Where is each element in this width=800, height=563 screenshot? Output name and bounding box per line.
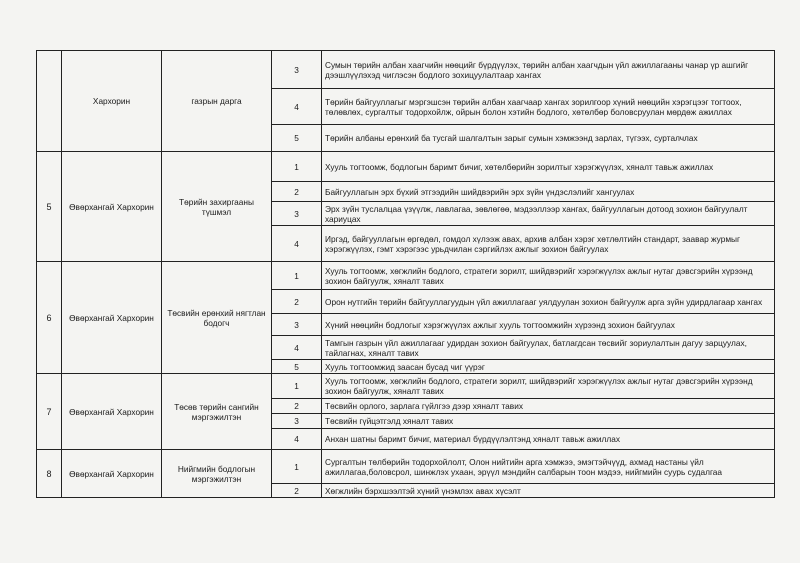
task-number: 5 xyxy=(272,360,322,374)
task-text: Төрийн албаны ерөнхий ба тусгай шалгалтын зарыг сумын хэмжээнд зарлах, түгээх, сурталчлах xyxy=(322,125,775,152)
task-number: 2 xyxy=(272,484,322,498)
duties-table xyxy=(36,50,775,498)
task-text: Иргэд, байгууллагын өргөдөл, гомдол хүлээж авах, архив албан хэрэг хөтлөлтийн стандарт, заавар журмыг хэрэгжүүлэх, гэмт хэрэгээс урьдчилан сэргийлэх ажлыг зохион байгуулах xyxy=(322,226,775,262)
task-text: Хууль тогтоомж, хөгжлийн бодлого, стратеги зорилт, шийдвэрийг хэрэгжүүлэх ажлыг нутаг дэвсгэрийн хүрээнд зохион байгуулж, хяналт тавих xyxy=(322,262,775,290)
position-cell: газрын дарга xyxy=(162,51,272,152)
task-text: Байгууллагын эрх бүхий этгээдийн шийдвэрийн эрх зүйн үндэслэлийг хангуулах xyxy=(322,182,775,202)
task-text: Эрх зүйн туслалцаа үзүүлж, лавлагаа, зөвлөгөө, мэдээллээр хангах, байгууллагын дотоод зохион байгуулалт хариуцах xyxy=(322,202,775,226)
task-text: Тамгын газрын үйл ажиллагааг удирдан зохион байгуулах, батлагдсан төсвийг зориулалтын дагуу зарцуулах, тайлагнах, хяналт тавих xyxy=(322,336,775,360)
task-text: Анхан шатны баримт бичиг, материал бүрдүүлэлтэнд хяналт тавьж ажиллах xyxy=(322,429,775,450)
task-number: 3 xyxy=(272,202,322,226)
task-number: 1 xyxy=(272,152,322,182)
task-text: Орон нутгийн төрийн байгууллагуудын үйл ажиллагааг уялдуулан зохион байгуулж арга зүйн удирдлагаар хангах xyxy=(322,290,775,314)
row-number: 7 xyxy=(37,374,62,450)
task-text: Төрийн байгууллагыг мэргэшсэн төрийн албан хаагчаар хангах зорилгоор хүний нөөцийн хэрэгцээг тогтоох, төлөвлөх, сургалтыг тодорхойлж, ойрын болон хэтийн бодлого, хөтөлбөр боловсруулан мөрдөж ажиллах xyxy=(322,89,775,125)
task-text: Хууль тогтоомж, бодлогын баримт бичиг, хөтөлбөрийн зорилтыг хэрэгжүүлэх, хяналт тавьж ажиллах xyxy=(322,152,775,182)
position-cell: Төсөв төрийн сангийн мэргэжилтэн xyxy=(162,374,272,450)
table-row xyxy=(37,262,775,290)
task-text: Хөгжлийн бэрхшээлтэй хүний үнэмлэх авах хүсэлт xyxy=(322,484,775,498)
row-number: 5 xyxy=(37,152,62,262)
task-number: 1 xyxy=(272,450,322,484)
location-cell: Хархорин xyxy=(62,51,162,152)
task-text: Хүний нөөцийн бодлогыг хэрэгжүүлэх ажлыг хууль тогтоомжийн хүрээнд зохион байгуулах xyxy=(322,314,775,336)
row-number: 6 xyxy=(37,262,62,374)
task-number: 2 xyxy=(272,290,322,314)
task-text: Хууль тогтоомжид заасан бусад чиг үүрэг xyxy=(322,360,775,374)
table-row xyxy=(37,450,775,484)
task-number: 1 xyxy=(272,262,322,290)
task-number: 2 xyxy=(272,399,322,414)
task-number: 3 xyxy=(272,51,322,89)
task-number: 4 xyxy=(272,89,322,125)
task-text: Хууль тогтоомж, хөгжлийн бодлого, стратеги зорилт, шийдвэрийг хэрэгжүүлэх ажлыг нутаг дэвсгэрийн хүрээнд зохион байгуулж, хяналт тавих xyxy=(322,374,775,399)
task-number: 3 xyxy=(272,314,322,336)
task-text: Төсвийн орлого, зарлага гүйлгээ дээр хяналт тавих xyxy=(322,399,775,414)
task-number: 4 xyxy=(272,429,322,450)
position-cell: Нийгмийн бодлогын мэргэжилтэн xyxy=(162,450,272,498)
task-number: 5 xyxy=(272,125,322,152)
location-cell: Өвөрхангай Хархорин xyxy=(62,374,162,450)
row-number xyxy=(37,51,62,152)
task-number: 2 xyxy=(272,182,322,202)
task-number: 4 xyxy=(272,336,322,360)
task-text: Сургалтын төлбөрийн тодорхойлолт, Олон нийтийн арга хэмжээ, эмэгтэйчүүд, ахмад настаны үйл ажиллагаа,боловсрол, шинжлэх ухаан, эрүүл мэндийн салбарын тоон мэдээ, нийгмийн суурь судалгаа xyxy=(322,450,775,484)
location-cell: Өвөрхангай Хархорин xyxy=(62,262,162,374)
task-number: 3 xyxy=(272,414,322,429)
table-row xyxy=(37,374,775,399)
position-cell: Төрийн захиргааны түшмэл xyxy=(162,152,272,262)
table-row xyxy=(37,152,775,182)
location-cell: Өвөрхангай Хархорин xyxy=(62,152,162,262)
task-number: 1 xyxy=(272,374,322,399)
task-text: Төсвийн гүйцэтгэлд хяналт тавих xyxy=(322,414,775,429)
position-cell: Төсвийн ерөнхий нягтлан бодогч xyxy=(162,262,272,374)
task-number: 4 xyxy=(272,226,322,262)
row-number: 8 xyxy=(37,450,62,498)
table-row xyxy=(37,51,775,89)
location-cell: Өвөрхангай Хархорин xyxy=(62,450,162,498)
task-text: Сумын төрийн албан хаагчийн нөөцийг бүрдүүлэх, төрийн албан хаагчдын үйл ажиллагааны чанар үр ашгийг дээшлүүлэхэд чиглэсэн бодлого зохицуулалтаар хангах xyxy=(322,51,775,89)
